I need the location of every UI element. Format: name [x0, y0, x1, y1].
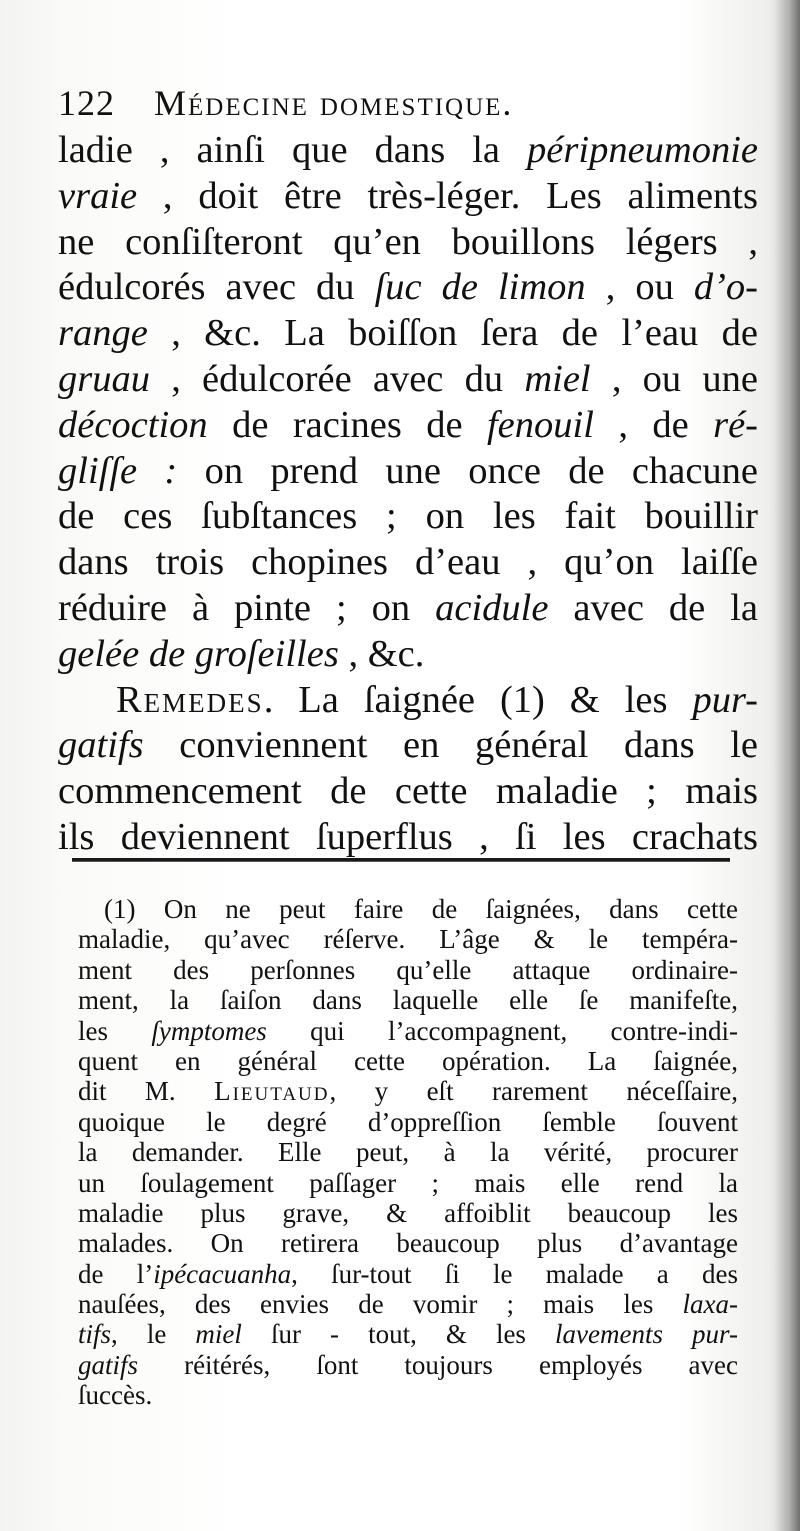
text-line	[58, 632, 758, 678]
text-line	[58, 678, 758, 724]
italic-text: tifs	[78, 1319, 112, 1350]
text-run: de l’	[78, 1258, 154, 1289]
text-line	[58, 540, 758, 586]
footnote-line	[78, 924, 738, 954]
italic-text: d’o-	[693, 266, 759, 309]
text-line	[58, 769, 758, 815]
text-run: de ces ſubſtances ; on les fait bouillir	[58, 495, 758, 538]
italic-text: laxa-	[682, 1289, 738, 1320]
text-run: , &c. La boiſſon ſera de l’eau de	[147, 312, 758, 355]
text-run: les	[78, 1015, 152, 1046]
text-run: avec de la	[548, 586, 758, 629]
footnote-line	[78, 1319, 738, 1349]
text-run: ladie , ainſi que dans la	[58, 129, 528, 171]
footnote-line	[78, 1289, 738, 1319]
footnote-line	[78, 1137, 738, 1167]
text-run: de racines de	[207, 403, 487, 446]
italic-text: péripneumonie	[527, 129, 758, 171]
italic-text: vraie	[58, 174, 138, 217]
text-run: dit M.	[78, 1076, 215, 1107]
italic-text: gelée de groſeilles	[58, 632, 339, 675]
italic-text: lavements pur-	[555, 1319, 738, 1350]
italic-text: ipécacuanha	[153, 1258, 292, 1289]
text-run: ils deviennent ſuperflus , ſi les crachats	[58, 815, 758, 858]
text-line	[58, 815, 758, 861]
text-run: commencement de cette maladie ; mais	[58, 770, 758, 813]
text-run: ſuccès.	[78, 1380, 153, 1411]
footnote-line	[78, 985, 738, 1015]
text-line	[58, 449, 758, 495]
text-run: édulcorés avec du	[58, 266, 375, 309]
page-spine-shadow	[774, 0, 800, 1531]
italic-text: gruau	[58, 357, 150, 400]
text-line	[58, 174, 758, 220]
text-run: un ſoulagement paſſager ; mais elle rend la	[78, 1167, 738, 1198]
footnote-line	[78, 955, 738, 985]
footnote-line	[78, 1259, 738, 1289]
footnote-line	[78, 1076, 738, 1106]
text-run: ne conſiſteront qu’en bouillons légers ,	[58, 220, 758, 263]
footnote-line	[78, 1380, 738, 1410]
italic-text: gatifs	[78, 1349, 139, 1380]
text-run: , ou une	[590, 357, 758, 400]
footnote-line	[78, 894, 738, 924]
italic-text: ſymptomes	[151, 1015, 267, 1046]
text-line	[58, 311, 758, 357]
italic-text: gliſſe :	[58, 449, 178, 492]
text-line	[58, 586, 758, 632]
text-run: , ou	[585, 266, 694, 309]
text-run: . La ſaignée (1) & les	[263, 678, 693, 721]
footnote-line	[78, 1350, 738, 1380]
text-run: ment des perſonnes qu’elle attaque ordinaire-	[78, 954, 738, 985]
text-run: , de	[593, 403, 714, 446]
text-run: on prend une once de chacune	[177, 449, 758, 492]
italic-text: décoction	[58, 403, 208, 446]
text-run: maladie, qu’avec réſerve. L’âge & le tempéra-	[78, 924, 738, 955]
text-run: ment, la ſaiſon dans laquelle elle ſe manifeſte,	[78, 985, 738, 1016]
italic-text: acidule	[435, 586, 549, 629]
running-head	[58, 80, 748, 126]
text-run: quent en général cette opération. La ſaignée,	[78, 1045, 738, 1076]
text-run: , le	[111, 1319, 196, 1350]
text-run: la demander. Elle peut, à la vérité, procurer	[78, 1137, 738, 1168]
text-run: réduire à pinte ; on	[58, 586, 436, 629]
italic-text: range	[58, 312, 148, 355]
footnote-rule	[72, 858, 730, 862]
main-text	[58, 128, 758, 861]
text-run: malades. On retirera beaucoup plus d’avantage	[78, 1228, 738, 1259]
footnote-line	[78, 1198, 738, 1228]
footnote-line	[78, 1228, 738, 1258]
footnote-line	[78, 1107, 738, 1137]
italic-text: gatifs	[58, 724, 144, 767]
italic-text: ré-	[713, 403, 758, 446]
text-run: nauſées, des envies de vomir ; mais les	[78, 1289, 683, 1320]
text-run: dans trois chopines d’eau , qu’on laiſſe	[58, 541, 758, 584]
footnote	[78, 894, 738, 1411]
footnote-line	[78, 1168, 738, 1198]
text-run: réitérés, ſont toujours employés avec	[138, 1349, 738, 1380]
text-line	[58, 357, 758, 403]
small-caps-text: Remedes	[116, 678, 264, 721]
footnote-line	[78, 1046, 738, 1076]
text-line	[58, 128, 758, 174]
italic-text: miel	[195, 1319, 242, 1350]
italic-text: miel	[524, 357, 591, 400]
text-run: , &c.	[338, 632, 425, 675]
italic-text: pur-	[692, 678, 758, 721]
text-run: (1) On ne peut faire de ſaignées, dans cette	[104, 894, 738, 924]
small-caps-text: Lieutaud	[214, 1076, 330, 1107]
page-number: 122	[58, 83, 115, 123]
text-line	[58, 494, 758, 540]
text-line	[58, 403, 758, 449]
italic-text: fenouil	[486, 403, 594, 446]
italic-text: ſuc de limon	[374, 266, 586, 309]
text-run: ſur - tout, & les	[241, 1319, 556, 1350]
text-line	[58, 220, 758, 266]
text-line	[58, 265, 758, 311]
text-run: , y eſt rarement néceſſaire,	[329, 1076, 738, 1107]
text-run: qui l’accompagnent, contre-indi-	[266, 1015, 738, 1046]
text-run: maladie plus grave, & affoiblit beaucoup les	[78, 1197, 738, 1228]
text-run: conviennent en général dans le	[143, 724, 758, 767]
text-line	[58, 723, 758, 769]
running-title: Médecine domestique.	[154, 83, 514, 123]
text-run: quoique le degré d’oppreſſion ſemble ſouvent	[78, 1106, 738, 1137]
text-run: , doit être très-léger. Les aliments	[137, 174, 758, 217]
text-run: , ſur-tout ſi le malade a des	[291, 1258, 738, 1289]
footnote-line	[78, 1016, 738, 1046]
text-run: , édulcorée avec du	[149, 357, 525, 400]
